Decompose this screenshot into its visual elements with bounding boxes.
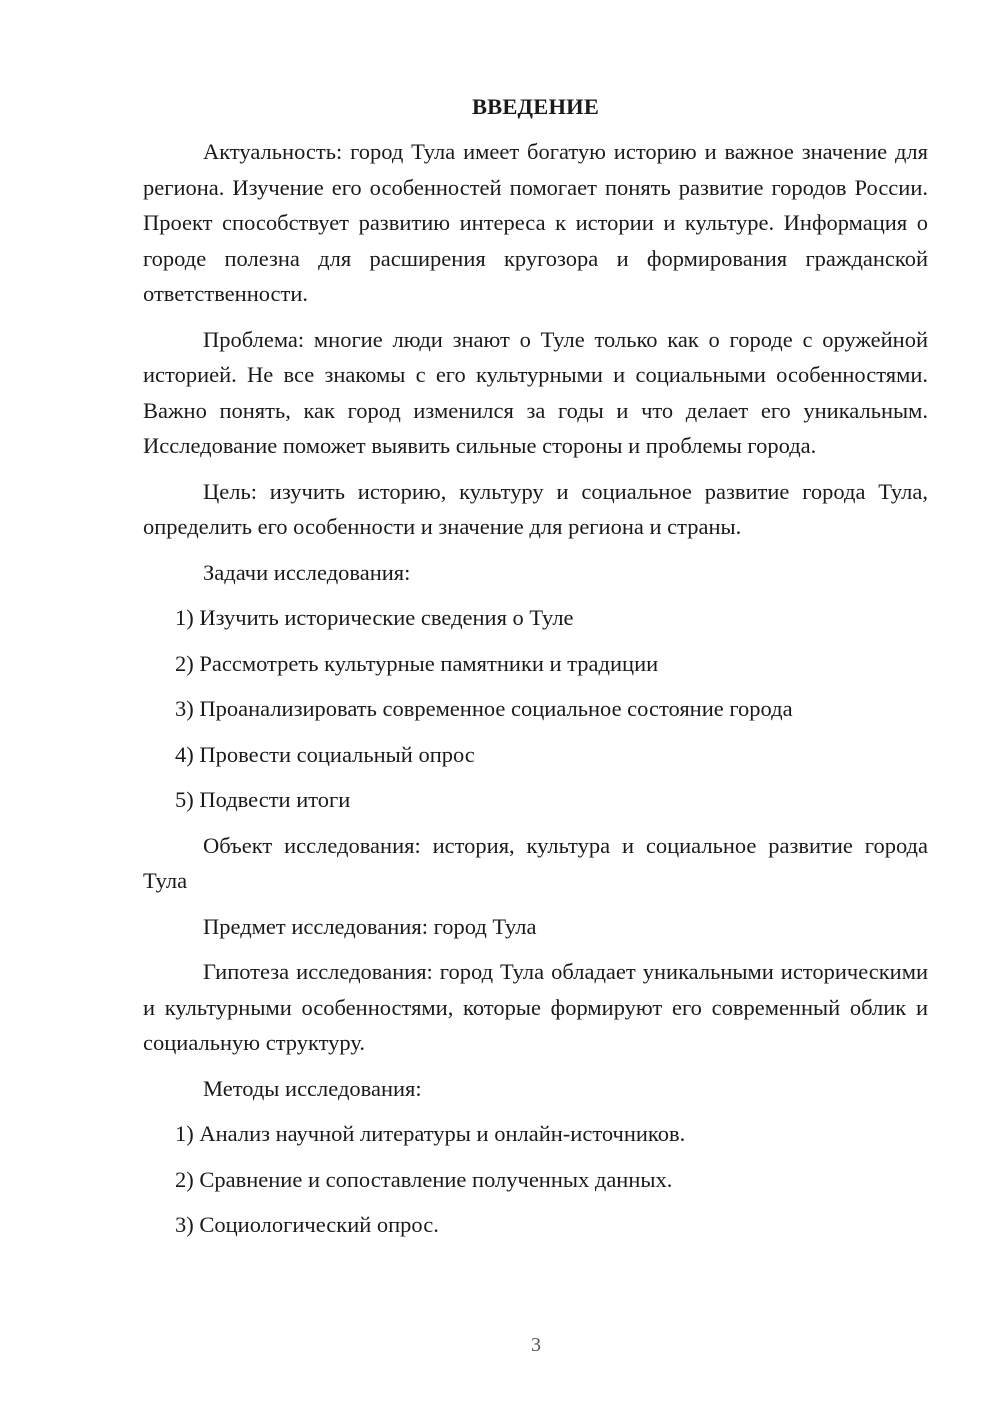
tasks-title: Задачи исследования: [203,559,411,585]
task-item: 2) Рассмотреть культурные памятники и традиции [175,650,659,676]
problem-paragraph: Проблема: многие люди знают о Туле только как о городе с оружейной историей. Не все знакомы с его культурными и социальными особенностями. Важно понять, как город изменился за годы и что делает его уникальным. Исследование поможет выявить сильные стороны и проблемы города. [143,326,928,458]
tasks-list [143,600,928,818]
relevance-paragraph: Актуальность: город Тула имеет богатую историю и важное значение для региона. Изучение его особенностей помогает понять развитие городов России. Проект способствует развитию интереса к истории и культуре. Информация о городе полезна для расширения кругозора и формирования гражданской ответственности. [143,139,928,306]
method-item: 3) Социологический опрос. [175,1212,439,1237]
page-number: 3 [531,1334,541,1356]
section-heading: ВВЕДЕНИЕ [471,94,600,119]
goal-paragraph: Цель: изучить историю, культуру и социальное развитие города Тула, определить его особенности и значение для региона и страны. [143,478,928,539]
task-item: 5) Подвести итоги [175,787,351,812]
method-item: 2) Сравнение и сопоставление полученных данных. [175,1166,673,1192]
hypothesis-paragraph: Гипотеза исследования: город Тула обладает уникальными историческими и культурными особенностями, которые формируют его современный облик и социальную структуру. [143,959,928,1055]
subject-paragraph: Предмет исследования: город Тула [203,913,537,939]
method-item: 1) Анализ научной литературы и онлайн-источников. [175,1121,686,1146]
task-item: 3) Проанализировать современное социальное состояние города [175,696,793,721]
object-paragraph: Объект исследования: история, культура и социальное развитие города Тула [143,832,928,893]
task-item: 4) Провести социальный опрос [175,741,475,767]
page-content [143,94,928,1253]
methods-title: Методы исследования: [203,1075,422,1101]
methods-list [143,1116,928,1243]
task-item: 1) Изучить исторические сведения о Туле [175,605,574,630]
